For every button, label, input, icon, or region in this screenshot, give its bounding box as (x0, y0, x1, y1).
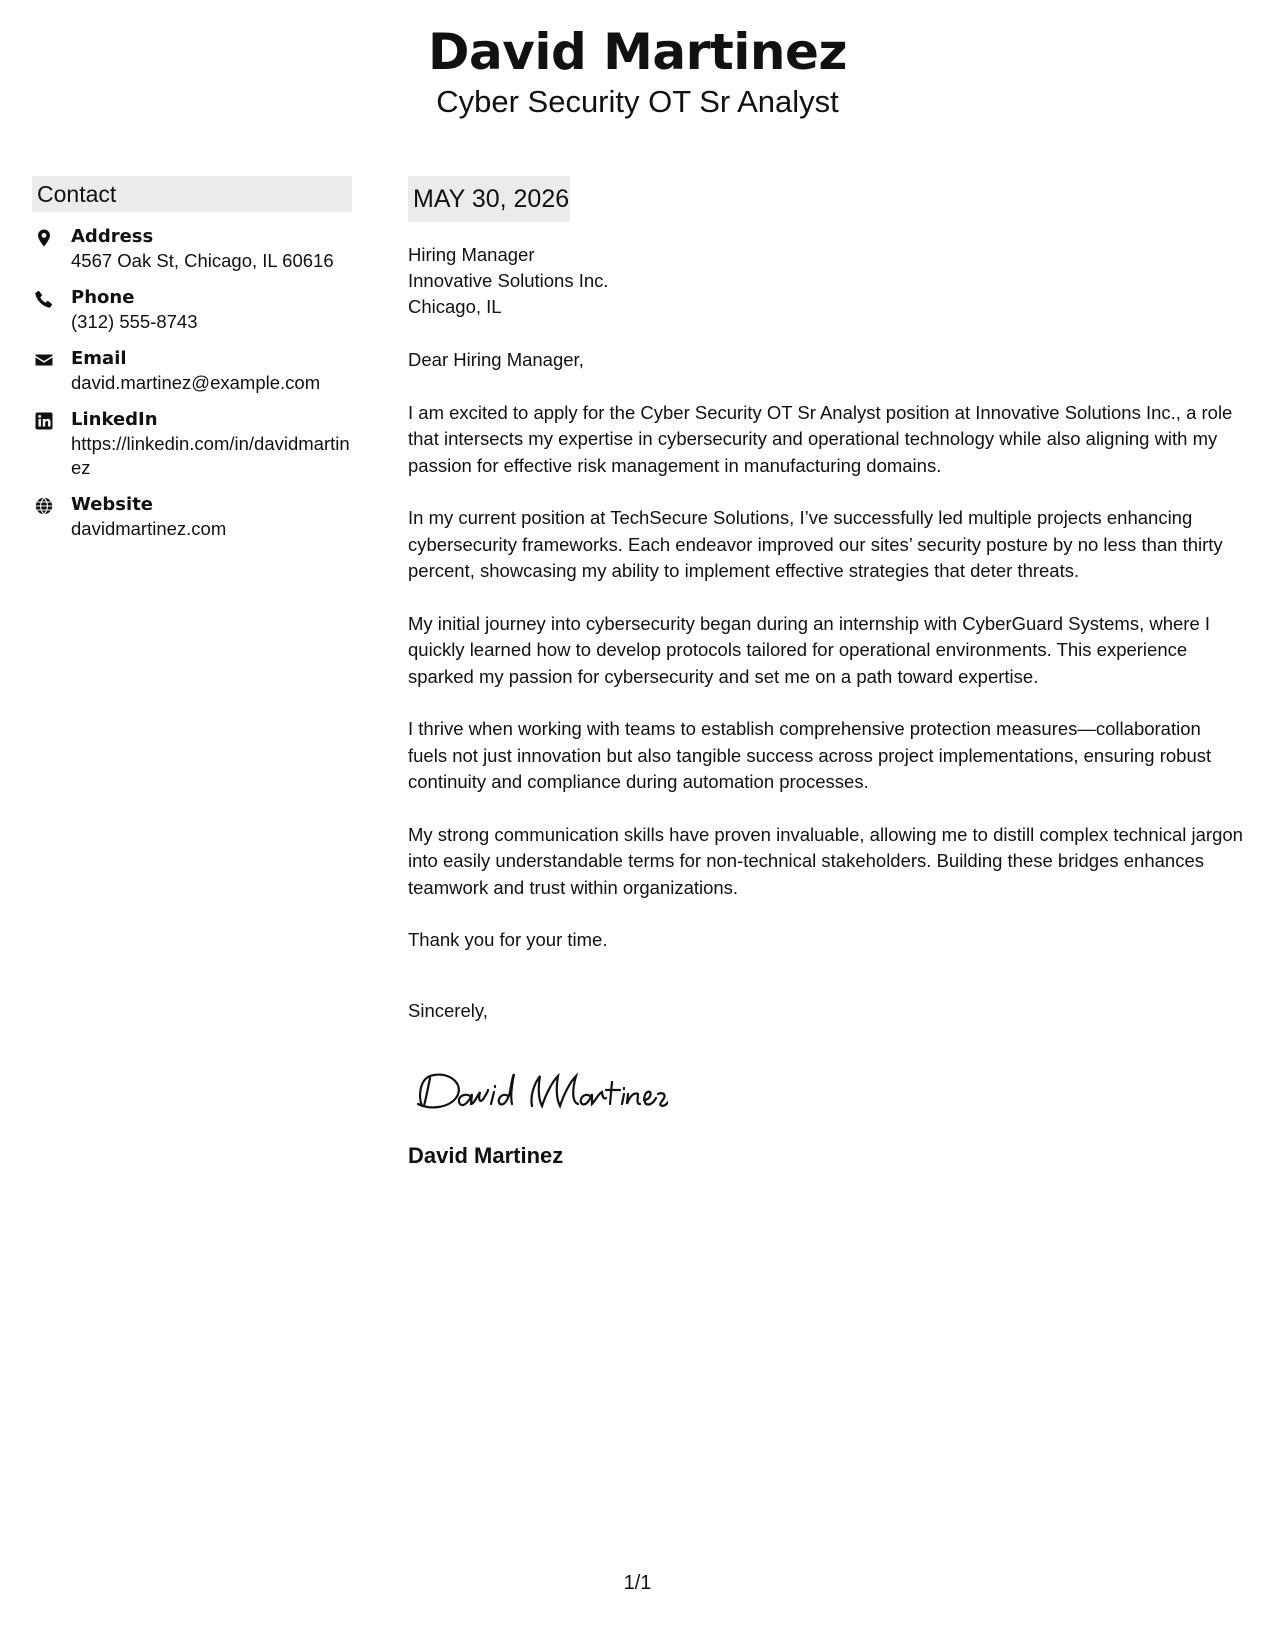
contact-item-linkedin (32, 408, 352, 480)
recipient-line: Chicago, IL (408, 296, 502, 317)
body-paragraph: I thrive when working with teams to establish comprehensive protection measures—collaboration fuels not just innovation but also tangible success across project implementations, ensuring robust continuity and compliance during automation processes. (408, 718, 1212, 792)
address-value: 4567 Oak St, Chicago, IL 60616 (71, 250, 334, 271)
website-label: Website (71, 494, 154, 515)
website-value[interactable]: davidmartinez.com (71, 518, 227, 539)
email-label: Email (71, 348, 127, 369)
recipient-line: Innovative Solutions Inc. (408, 270, 609, 291)
body-paragraph: I am excited to apply for the Cyber Security OT Sr Analyst position at Innovative Solutions Inc., a role that intersects my expertise in cybersecurity and operational technology while also aligning with my passion for effective risk management in manufacturing domains. (408, 401, 1233, 476)
contact-item-address (32, 225, 352, 273)
contact-sidebar (32, 176, 352, 541)
recipient-block (408, 242, 1243, 320)
letter-body (408, 176, 1243, 1170)
globe-icon (34, 496, 54, 516)
phone-label: Phone (71, 287, 135, 308)
map-pin-icon (34, 228, 54, 248)
phone-icon (34, 289, 54, 309)
page-number: 1/1 (623, 1572, 652, 1594)
envelope-icon (34, 350, 54, 370)
phone-value: (312) 555-8743 (71, 311, 198, 332)
job-title: Cyber Security OT Sr Analyst (436, 84, 839, 119)
linkedin-label: LinkedIn (71, 409, 158, 430)
body-paragraph: My initial journey into cybersecurity began during an internship with CyberGuard Systems, where I quickly learned how to develop protocols tailored for operational environments. This experience sparked my passion for cybersecurity and set me on a path toward expertise. (408, 612, 1211, 687)
handwritten-signature (408, 1062, 1243, 1118)
recipient-line: Hiring Manager (408, 244, 535, 265)
salutation: Dear Hiring Manager, (408, 349, 584, 370)
closing: Sincerely, (408, 999, 488, 1021)
contact-item-phone (32, 286, 352, 334)
contact-item-email (32, 347, 352, 395)
address-label: Address (71, 226, 154, 247)
letter-header (0, 20, 1275, 120)
letter-date: MAY 30, 2026 (408, 176, 570, 222)
signer-name: David Martinez (408, 1143, 564, 1168)
thank-you-line: Thank you for your time. (408, 929, 608, 950)
body-paragraph: My strong communication skills have proven invaluable, allowing me to distill complex technical jargon into easily understandable terms for non-technical stakeholders. Building these bridges enhances teamwork and trust within organizations. (408, 823, 1243, 898)
linkedin-icon (34, 411, 54, 431)
contact-heading: Contact (32, 176, 352, 212)
email-value: david.martinez@example.com (71, 372, 321, 393)
applicant-name: David Martinez (428, 23, 847, 81)
body-paragraph: In my current position at TechSecure Solutions, I’ve successfully led multiple projects enhancing cybersecurity frameworks. Each endeavor improved our sites’ security posture by no less than thirty percent, showcasing my ability to implement effective strategies that deter threats. (408, 507, 1223, 581)
linkedin-value[interactable]: https://linkedin.com/in/davidmartinez (71, 433, 350, 478)
contact-item-website (32, 493, 352, 541)
